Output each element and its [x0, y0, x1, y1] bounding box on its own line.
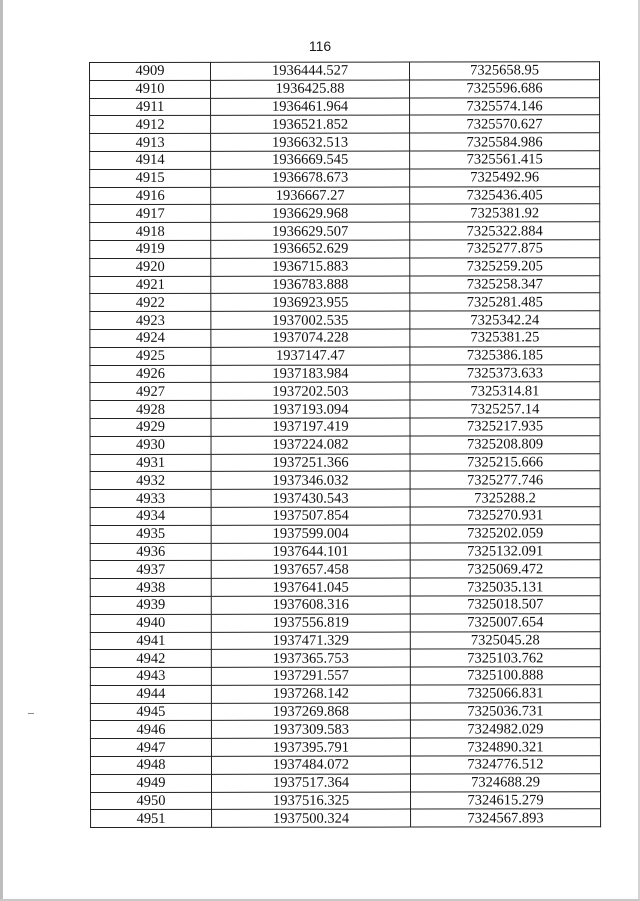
y-coordinate-cell: 7324615.279 [411, 791, 601, 809]
table-row [90, 62, 600, 81]
coordinates-table-body [90, 62, 601, 828]
y-coordinate-cell: 7325035.131 [410, 578, 600, 596]
table-row [90, 151, 600, 170]
x-coordinate-cell: 1937346.032 [211, 471, 410, 489]
table-row [90, 453, 600, 472]
table-row [90, 169, 600, 188]
y-coordinate-cell: 7325018.507 [410, 596, 600, 614]
x-coordinate-cell: 1936444.527 [211, 62, 410, 80]
table-row [90, 115, 600, 134]
table-row [90, 471, 600, 490]
table-row [90, 418, 600, 437]
table-row [90, 97, 600, 116]
x-coordinate-cell: 1937516.325 [212, 792, 411, 810]
table-row [90, 507, 600, 526]
table-row [90, 542, 600, 561]
y-coordinate-cell: 7325288.2 [410, 489, 600, 507]
point-number-cell: 4951 [91, 810, 212, 828]
table-row [90, 186, 600, 205]
y-coordinate-cell: 7325045.28 [410, 631, 600, 649]
coordinates-table [89, 61, 601, 828]
point-number-cell: 4919 [90, 240, 211, 258]
x-coordinate-cell: 1936669.545 [211, 151, 410, 169]
y-coordinate-cell: 7325492.96 [410, 169, 600, 187]
point-number-cell: 4947 [90, 739, 211, 757]
x-coordinate-cell: 1937224.082 [211, 436, 410, 454]
y-coordinate-cell: 7325132.091 [410, 542, 600, 560]
y-coordinate-cell: 7325281.485 [410, 293, 600, 311]
point-number-cell: 4944 [90, 685, 211, 703]
point-number-cell: 4943 [90, 667, 211, 685]
table-row [90, 347, 600, 366]
scan-edge-left [0, 0, 3, 901]
table-row [90, 364, 600, 383]
table-row [91, 809, 601, 828]
y-coordinate-cell: 7325342.24 [410, 311, 600, 329]
y-coordinate-cell: 7325215.666 [410, 453, 600, 471]
table-row [90, 596, 600, 615]
x-coordinate-cell: 1937251.366 [211, 454, 410, 472]
x-coordinate-cell: 1937507.854 [211, 507, 410, 525]
x-coordinate-cell: 1936629.968 [211, 204, 410, 222]
x-coordinate-cell: 1937641.045 [211, 578, 410, 596]
x-coordinate-cell: 1936629.507 [211, 222, 410, 240]
point-number-cell: 4950 [91, 792, 212, 810]
table-row [90, 702, 600, 721]
x-coordinate-cell: 1937291.557 [211, 667, 410, 685]
table-row [90, 560, 600, 579]
x-coordinate-cell: 1936923.955 [211, 293, 410, 311]
point-number-cell: 4948 [90, 756, 211, 774]
point-number-cell: 4934 [90, 507, 211, 525]
y-coordinate-cell: 7325584.986 [410, 133, 600, 151]
y-coordinate-cell: 7325373.633 [410, 364, 600, 382]
y-coordinate-cell: 7325103.762 [410, 649, 600, 667]
table-row [90, 204, 600, 223]
x-coordinate-cell: 1936783.888 [211, 276, 410, 294]
x-coordinate-cell: 1937500.324 [212, 810, 411, 828]
point-number-cell: 4932 [90, 472, 211, 490]
x-coordinate-cell: 1937309.583 [211, 721, 410, 739]
point-number-cell: 4918 [90, 223, 211, 241]
table-row [90, 738, 600, 757]
point-number-cell: 4938 [90, 578, 211, 596]
table-row [90, 240, 600, 259]
y-coordinate-cell: 7325570.627 [410, 115, 600, 133]
x-coordinate-cell: 1937365.753 [211, 649, 410, 667]
coordinates-table-container [89, 61, 600, 828]
y-coordinate-cell: 7324567.893 [411, 809, 601, 827]
x-coordinate-cell: 1937074.228 [211, 329, 410, 347]
page-number: 116 [308, 38, 332, 54]
y-coordinate-cell: 7325381.25 [410, 329, 600, 347]
x-coordinate-cell: 1937002.535 [211, 311, 410, 329]
y-coordinate-cell: 7325270.931 [410, 507, 600, 525]
x-coordinate-cell: 1936461.964 [211, 98, 410, 116]
table-row [90, 133, 600, 152]
table-row [90, 311, 600, 330]
point-number-cell: 4925 [90, 347, 211, 365]
y-coordinate-cell: 7325007.654 [410, 613, 600, 631]
x-coordinate-cell: 1937517.364 [211, 774, 410, 792]
x-coordinate-cell: 1936667.27 [211, 187, 410, 205]
x-coordinate-cell: 1937202.503 [211, 382, 410, 400]
point-number-cell: 4923 [90, 311, 211, 329]
x-coordinate-cell: 1937599.004 [211, 525, 410, 543]
point-number-cell: 4915 [90, 169, 211, 187]
table-row [90, 80, 600, 99]
y-coordinate-cell: 7325217.935 [410, 418, 600, 436]
point-number-cell: 4921 [90, 276, 211, 294]
point-number-cell: 4916 [90, 187, 211, 205]
point-number-cell: 4912 [90, 116, 211, 134]
table-row [90, 293, 600, 312]
table-row [90, 774, 600, 793]
point-number-cell: 4946 [90, 721, 211, 739]
point-number-cell: 4917 [90, 205, 211, 223]
x-coordinate-cell: 1936425.88 [211, 80, 410, 98]
y-coordinate-cell: 7325257.14 [410, 400, 600, 418]
point-number-cell: 4935 [90, 525, 211, 543]
point-number-cell: 4945 [90, 703, 211, 721]
x-coordinate-cell: 1937268.142 [211, 685, 410, 703]
point-number-cell: 4942 [90, 650, 211, 668]
table-row [90, 685, 600, 704]
x-coordinate-cell: 1936678.673 [211, 169, 410, 187]
table-row [90, 329, 600, 348]
point-number-cell: 4949 [90, 774, 211, 792]
y-coordinate-cell: 7324982.029 [410, 720, 600, 738]
y-coordinate-cell: 7325036.731 [410, 702, 600, 720]
point-number-cell: 4929 [90, 418, 211, 436]
table-row [90, 382, 600, 401]
table-row [90, 436, 600, 455]
y-coordinate-cell: 7325436.405 [410, 186, 600, 204]
point-number-cell: 4936 [90, 543, 211, 561]
table-row [90, 649, 600, 668]
y-coordinate-cell: 7325596.686 [410, 80, 600, 98]
x-coordinate-cell: 1936632.513 [211, 133, 410, 151]
x-coordinate-cell: 1937608.316 [211, 596, 410, 614]
point-number-cell: 4928 [90, 400, 211, 418]
point-number-cell: 4926 [90, 365, 211, 383]
y-coordinate-cell: 7325066.831 [410, 685, 600, 703]
x-coordinate-cell: 1937395.791 [211, 738, 410, 756]
x-coordinate-cell: 1936652.629 [211, 240, 410, 258]
table-row [90, 258, 600, 277]
table-row [91, 791, 601, 810]
point-number-cell: 4909 [90, 62, 211, 80]
x-coordinate-cell: 1937183.984 [211, 365, 410, 383]
point-number-cell: 4914 [90, 151, 211, 169]
point-number-cell: 4930 [90, 436, 211, 454]
point-number-cell: 4911 [90, 98, 211, 116]
y-coordinate-cell: 7325322.884 [410, 222, 600, 240]
point-number-cell: 4924 [90, 329, 211, 347]
point-number-cell: 4910 [90, 80, 211, 98]
table-row [90, 720, 600, 739]
y-coordinate-cell: 7325100.888 [410, 667, 600, 685]
point-number-cell: 4939 [90, 596, 211, 614]
y-coordinate-cell: 7325202.059 [410, 525, 600, 543]
x-coordinate-cell: 1937657.458 [211, 560, 410, 578]
table-row [90, 400, 600, 419]
y-coordinate-cell: 7324890.321 [410, 738, 600, 756]
y-coordinate-cell: 7325259.205 [410, 258, 600, 276]
y-coordinate-cell: 7325069.472 [410, 560, 600, 578]
x-coordinate-cell: 1937484.072 [211, 756, 410, 774]
y-coordinate-cell: 7325561.415 [410, 151, 600, 169]
x-coordinate-cell: 1936715.883 [211, 258, 410, 276]
table-row [90, 275, 600, 294]
y-coordinate-cell: 7325658.95 [410, 62, 600, 80]
y-coordinate-cell: 7325386.185 [410, 347, 600, 365]
x-coordinate-cell: 1937430.543 [211, 489, 410, 507]
y-coordinate-cell: 7325574.146 [410, 97, 600, 115]
x-coordinate-cell: 1937556.819 [211, 614, 410, 632]
table-row [90, 578, 600, 597]
x-coordinate-cell: 1937147.47 [211, 347, 410, 365]
point-number-cell: 4920 [90, 258, 211, 276]
x-coordinate-cell: 1937269.868 [211, 703, 410, 721]
table-row [90, 613, 600, 632]
table-row [90, 667, 600, 686]
y-coordinate-cell: 7325277.746 [410, 471, 600, 489]
y-coordinate-cell: 7325381.92 [410, 204, 600, 222]
table-row [90, 525, 600, 544]
point-number-cell: 4933 [90, 489, 211, 507]
y-coordinate-cell: 7325277.875 [410, 240, 600, 258]
scan-speck [28, 713, 34, 714]
point-number-cell: 4940 [90, 614, 211, 632]
point-number-cell: 4927 [90, 383, 211, 401]
point-number-cell: 4913 [90, 134, 211, 152]
point-number-cell: 4931 [90, 454, 211, 472]
table-row [90, 631, 600, 650]
point-number-cell: 4941 [90, 632, 211, 650]
point-number-cell: 4937 [90, 561, 211, 579]
y-coordinate-cell: 7324688.29 [410, 774, 600, 792]
y-coordinate-cell: 7325258.347 [410, 275, 600, 293]
table-row [90, 489, 600, 508]
x-coordinate-cell: 1937197.419 [211, 418, 410, 436]
point-number-cell: 4922 [90, 294, 211, 312]
x-coordinate-cell: 1937193.094 [211, 400, 410, 418]
y-coordinate-cell: 7325314.81 [410, 382, 600, 400]
x-coordinate-cell: 1936521.852 [211, 115, 410, 133]
y-coordinate-cell: 7325208.809 [410, 436, 600, 454]
y-coordinate-cell: 7324776.512 [410, 756, 600, 774]
table-row [90, 222, 600, 241]
x-coordinate-cell: 1937644.101 [211, 543, 410, 561]
table-row [90, 756, 600, 775]
x-coordinate-cell: 1937471.329 [211, 632, 410, 650]
